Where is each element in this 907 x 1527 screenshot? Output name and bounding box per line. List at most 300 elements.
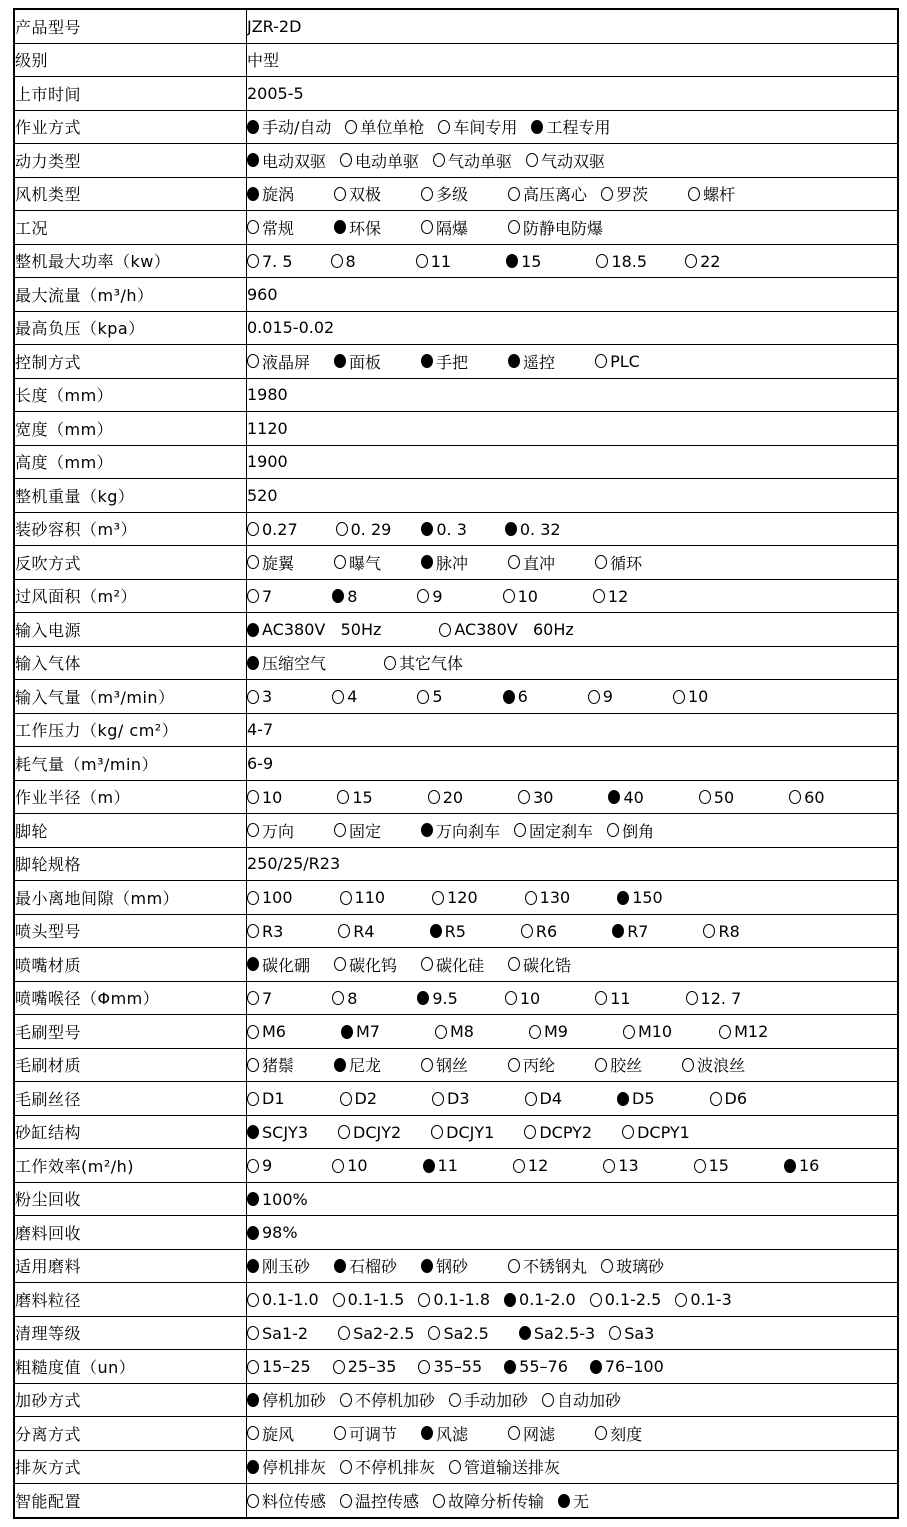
- radio-unselected-icon: [595, 555, 607, 569]
- option-label: 0.27: [262, 519, 298, 539]
- radio-option: [428, 788, 463, 807]
- option-label: 手把: [436, 352, 469, 372]
- spec-label: 级别: [14, 43, 247, 77]
- option-label: 10: [517, 586, 538, 606]
- option-label: 4: [347, 687, 358, 707]
- option-label: 30: [533, 787, 554, 807]
- radio-option: [526, 149, 605, 172]
- spec-value-cell: [247, 814, 899, 848]
- radio-unselected-icon: [789, 790, 801, 804]
- spec-value: 1980: [247, 385, 288, 405]
- radio-option: [421, 1053, 468, 1076]
- spec-value: 250/25/R23: [247, 854, 341, 874]
- spec-row: [14, 77, 898, 111]
- option-label: Sa2-2.5: [353, 1323, 415, 1343]
- radio-option: [595, 1053, 642, 1076]
- radio-unselected-icon: [384, 656, 396, 670]
- radio-option: [340, 1089, 378, 1108]
- radio-option: [247, 1190, 308, 1209]
- spec-value-cell: [247, 680, 899, 714]
- radio-selected-icon: [617, 891, 629, 905]
- radio-unselected-icon: [334, 1426, 346, 1440]
- option-label: R4: [353, 921, 375, 941]
- radio-option: [247, 1223, 298, 1242]
- option-label: 6: [517, 687, 528, 707]
- radio-option: [247, 1357, 311, 1376]
- spec-value: 520: [247, 485, 278, 505]
- radio-option: [333, 1357, 397, 1376]
- radio-unselected-icon: [524, 1125, 536, 1139]
- option-label: 万向: [262, 821, 295, 841]
- radio-option: [433, 149, 512, 172]
- radio-option: [682, 1053, 745, 1076]
- option-label: D6: [724, 1089, 747, 1109]
- spec-value: 2005-5: [247, 83, 304, 103]
- radio-selected-icon: [247, 1226, 259, 1240]
- radio-unselected-icon: [337, 790, 349, 804]
- radio-unselected-icon: [428, 1326, 440, 1340]
- radio-option: [612, 922, 648, 941]
- radio-unselected-icon: [336, 522, 348, 536]
- radio-unselected-icon: [418, 1360, 430, 1374]
- option-label: 0.1-3: [690, 1290, 732, 1310]
- radio-unselected-icon: [247, 589, 259, 603]
- radio-unselected-icon: [247, 254, 259, 268]
- radio-option: [432, 1089, 470, 1108]
- spec-row: [14, 9, 898, 43]
- radio-unselected-icon: [338, 1326, 350, 1340]
- option-label: SCJY3: [262, 1122, 308, 1142]
- radio-selected-icon: [247, 656, 259, 670]
- option-label: Sa3: [624, 1323, 655, 1343]
- spec-value-cell: [247, 1450, 899, 1484]
- spec-row: [14, 1316, 898, 1350]
- radio-selected-icon: [247, 187, 259, 201]
- radio-unselected-icon: [428, 790, 440, 804]
- radio-unselected-icon: [439, 623, 451, 637]
- radio-unselected-icon: [431, 1125, 443, 1139]
- radio-option: [431, 1123, 494, 1142]
- radio-option: [423, 1156, 458, 1175]
- spec-value-cell: [247, 1316, 899, 1350]
- radio-option: [694, 1156, 729, 1175]
- radio-unselected-icon: [340, 1092, 352, 1106]
- spec-value-cell: [247, 278, 899, 312]
- option-label: 100: [262, 888, 293, 908]
- radio-option: [247, 1290, 319, 1309]
- radio-unselected-icon: [526, 153, 538, 167]
- radio-unselected-icon: [688, 187, 700, 201]
- radio-selected-icon: [506, 254, 518, 268]
- spec-label: 产品型号: [14, 9, 247, 43]
- option-label: 丙纶: [523, 1056, 556, 1076]
- spec-row: [14, 1417, 898, 1451]
- spec-value-cell: [247, 613, 899, 647]
- radio-unselected-icon: [432, 1092, 444, 1106]
- spec-row: [14, 1015, 898, 1049]
- radio-unselected-icon: [247, 1426, 259, 1440]
- option-label: 10: [347, 1156, 368, 1176]
- radio-option: [247, 788, 282, 807]
- spec-value-cell: [247, 881, 899, 915]
- radio-option: [504, 1290, 576, 1309]
- spec-label: 整机重量（kg）: [14, 479, 247, 513]
- option-label: 单位单枪: [360, 118, 425, 138]
- option-label: AC380V 60Hz: [454, 620, 574, 640]
- radio-selected-icon: [247, 1125, 259, 1139]
- option-label: 旋风: [262, 1424, 295, 1444]
- radio-unselected-icon: [421, 957, 433, 971]
- radio-unselected-icon: [682, 1058, 694, 1072]
- spec-value-cell: [247, 345, 899, 379]
- spec-label: 宽度（mm）: [14, 412, 247, 446]
- spec-label: 磨料粒径: [14, 1283, 247, 1317]
- spec-label: 动力类型: [14, 144, 247, 178]
- radio-option: [334, 819, 381, 842]
- option-label: 10: [687, 687, 709, 707]
- option-label: 60: [804, 787, 825, 807]
- radio-option: [622, 1123, 690, 1142]
- option-label: 18.5: [611, 251, 648, 271]
- option-label: 固定刹车: [529, 821, 594, 841]
- option-label: 钢丝: [436, 1056, 469, 1076]
- radio-option: [421, 182, 468, 205]
- radio-option: [334, 182, 381, 205]
- spec-value: 4-7: [247, 720, 274, 740]
- radio-option: [595, 1422, 642, 1445]
- radio-unselected-icon: [247, 1494, 259, 1508]
- spec-value-cell: [247, 9, 899, 43]
- radio-unselected-icon: [421, 1058, 433, 1072]
- option-label: M8: [449, 1022, 474, 1042]
- option-label: 0.1-1.8: [433, 1290, 491, 1310]
- radio-option: [334, 1053, 381, 1076]
- radio-unselected-icon: [508, 957, 520, 971]
- radio-unselected-icon: [417, 589, 429, 603]
- spec-value: 960: [247, 284, 278, 304]
- option-label: 无: [573, 1492, 590, 1512]
- radio-option: [247, 182, 294, 205]
- spec-row: [14, 479, 898, 513]
- option-label: 不停机加砂: [355, 1391, 436, 1411]
- option-label: 碳化硅: [436, 955, 485, 975]
- radio-option: [590, 1290, 662, 1309]
- radio-option: [675, 1290, 731, 1309]
- radio-selected-icon: [247, 957, 259, 971]
- option-label: 遥控: [523, 352, 556, 372]
- radio-option: [417, 989, 457, 1008]
- radio-option: [421, 350, 468, 373]
- radio-unselected-icon: [719, 1025, 731, 1039]
- option-label: 电动单驱: [355, 151, 420, 171]
- spec-label: 风机类型: [14, 177, 247, 211]
- radio-unselected-icon: [601, 187, 613, 201]
- spec-label: 工况: [14, 211, 247, 245]
- option-label: 15–25: [262, 1357, 311, 1377]
- spec-row: [14, 646, 898, 680]
- radio-option: [433, 1489, 544, 1512]
- radio-unselected-icon: [340, 1494, 352, 1508]
- radio-option: [525, 1089, 563, 1108]
- radio-option: [332, 687, 357, 706]
- spec-label: 耗气量（m³/min）: [14, 747, 247, 781]
- radio-selected-icon: [531, 120, 543, 134]
- spec-label: 脚轮规格: [14, 847, 247, 881]
- option-label: 万向刹车: [436, 821, 501, 841]
- radio-unselected-icon: [333, 1293, 345, 1307]
- option-label: DCPY1: [637, 1122, 690, 1142]
- option-label: DCJY2: [353, 1122, 402, 1142]
- option-label: D2: [354, 1089, 377, 1109]
- option-label: 0. 29: [350, 519, 392, 539]
- option-label: D1: [262, 1089, 285, 1109]
- spec-label: 控制方式: [14, 345, 247, 379]
- radio-unselected-icon: [421, 220, 433, 234]
- spec-row: [14, 613, 898, 647]
- option-label: 环保: [349, 218, 382, 238]
- radio-option: [508, 1254, 587, 1277]
- option-label: 温控传感: [355, 1492, 420, 1512]
- radio-selected-icon: [334, 220, 346, 234]
- radio-option: [558, 1489, 589, 1512]
- spec-row: [14, 579, 898, 613]
- radio-unselected-icon: [607, 823, 619, 837]
- spec-table: [13, 8, 899, 1519]
- radio-option: [247, 1053, 294, 1076]
- radio-option: [247, 888, 293, 907]
- spec-value-cell: [247, 1048, 899, 1082]
- radio-unselected-icon: [338, 924, 350, 938]
- option-label: M6: [262, 1022, 286, 1042]
- spec-value-cell: [247, 981, 899, 1015]
- radio-unselected-icon: [432, 891, 444, 905]
- option-label: 5: [432, 687, 443, 707]
- option-label: 120: [447, 888, 478, 908]
- option-label: 12: [527, 1156, 549, 1176]
- radio-option: [247, 1422, 294, 1445]
- spec-row: [14, 43, 898, 77]
- spec-row: [14, 278, 898, 312]
- radio-option: [505, 520, 561, 539]
- radio-option: [247, 551, 294, 574]
- option-label: 停机排灰: [262, 1458, 327, 1478]
- radio-option: [417, 687, 442, 706]
- radio-selected-icon: [247, 1460, 259, 1474]
- radio-option: [699, 788, 734, 807]
- spec-label: 毛刷材质: [14, 1048, 247, 1082]
- spec-value-cell: [247, 1283, 899, 1317]
- radio-option: [524, 1123, 592, 1142]
- radio-option: [595, 551, 642, 574]
- option-label: 130: [539, 888, 571, 908]
- radio-unselected-icon: [247, 1360, 259, 1374]
- spec-value-cell: [247, 177, 899, 211]
- spec-label: 整机最大功率（kw）: [14, 244, 247, 278]
- radio-option: [531, 115, 610, 138]
- radio-unselected-icon: [247, 1092, 259, 1106]
- spec-value-cell: [247, 747, 899, 781]
- option-label: 不锈钢丸: [523, 1257, 588, 1277]
- spec-value-cell: [247, 847, 899, 881]
- radio-option: [247, 1156, 272, 1175]
- radio-selected-icon: [617, 1092, 629, 1106]
- radio-unselected-icon: [601, 1259, 613, 1273]
- option-label: 0.1-1.5: [347, 1290, 405, 1310]
- radio-option: [623, 1022, 672, 1041]
- option-label: 碳化硼: [262, 955, 311, 975]
- radio-option: [337, 788, 372, 807]
- option-label: 150: [632, 888, 663, 908]
- option-label: R7: [627, 921, 649, 941]
- radio-option: [421, 520, 467, 539]
- spec-value-cell: [247, 1082, 899, 1116]
- radio-unselected-icon: [433, 153, 445, 167]
- radio-option: [504, 1357, 568, 1376]
- radio-option: [421, 551, 468, 574]
- radio-option: [338, 1123, 401, 1142]
- radio-option: [603, 1156, 638, 1175]
- spec-value-cell: [247, 579, 899, 613]
- spec-value-cell: [247, 713, 899, 747]
- radio-unselected-icon: [694, 1159, 706, 1173]
- option-label: 20: [442, 787, 464, 807]
- radio-selected-icon: [421, 354, 433, 368]
- option-label: 3: [262, 687, 273, 707]
- spec-row: [14, 1216, 898, 1250]
- option-label: 停机加砂: [262, 1391, 327, 1411]
- radio-option: [332, 1156, 367, 1175]
- spec-row: [14, 1115, 898, 1149]
- radio-selected-icon: [341, 1025, 353, 1039]
- radio-unselected-icon: [334, 823, 346, 837]
- spec-label: 输入电源: [14, 613, 247, 647]
- radio-selected-icon: [247, 1259, 259, 1273]
- radio-option: [247, 1254, 310, 1277]
- spec-row: [14, 1082, 898, 1116]
- radio-unselected-icon: [247, 1159, 259, 1173]
- radio-unselected-icon: [333, 1360, 345, 1374]
- radio-selected-icon: [247, 1192, 259, 1206]
- radio-selected-icon: [430, 924, 442, 938]
- radio-option: [686, 989, 742, 1008]
- option-label: 11: [610, 988, 631, 1008]
- radio-option: [247, 252, 293, 271]
- radio-option: [508, 216, 603, 239]
- spec-label: 分离方式: [14, 1417, 247, 1451]
- radio-unselected-icon: [449, 1393, 461, 1407]
- option-label: 7: [262, 988, 273, 1008]
- option-label: 11: [430, 251, 452, 271]
- radio-option: [341, 1022, 380, 1041]
- radio-option: [529, 1022, 568, 1041]
- radio-unselected-icon: [542, 1393, 554, 1407]
- radio-unselected-icon: [518, 790, 530, 804]
- radio-option: [703, 922, 739, 941]
- spec-label: 磨料回收: [14, 1216, 247, 1250]
- spec-row: [14, 1048, 898, 1082]
- radio-unselected-icon: [435, 1025, 447, 1039]
- radio-option: [430, 922, 466, 941]
- option-label: 98%: [262, 1223, 298, 1243]
- option-label: 风滤: [436, 1424, 469, 1444]
- radio-unselected-icon: [247, 690, 259, 704]
- spec-row: [14, 110, 898, 144]
- spec-row: [14, 914, 898, 948]
- option-label: 液晶屏: [262, 352, 311, 372]
- spec-value-cell: [247, 948, 899, 982]
- radio-unselected-icon: [338, 1125, 350, 1139]
- spec-value-cell: [247, 1115, 899, 1149]
- radio-selected-icon: [421, 1426, 433, 1440]
- spec-value: JZR-2D: [247, 16, 302, 36]
- radio-option: [601, 182, 648, 205]
- spec-row: [14, 1249, 898, 1283]
- radio-unselected-icon: [247, 354, 259, 368]
- radio-option: [338, 1324, 414, 1343]
- radio-unselected-icon: [595, 1426, 607, 1440]
- option-label: 钢砂: [436, 1257, 469, 1277]
- spec-value-cell: [247, 512, 899, 546]
- radio-unselected-icon: [508, 220, 520, 234]
- radio-unselected-icon: [622, 1125, 634, 1139]
- option-label: 110: [354, 888, 386, 908]
- radio-selected-icon: [247, 120, 259, 134]
- option-label: 网滤: [523, 1424, 556, 1444]
- radio-option: [247, 149, 326, 172]
- spec-value-cell: [247, 1149, 899, 1183]
- radio-option: [449, 1388, 528, 1411]
- spec-label: 作业方式: [14, 110, 247, 144]
- option-label: Sa1-2: [262, 1323, 309, 1343]
- spec-value-cell: [247, 780, 899, 814]
- radio-unselected-icon: [247, 1025, 259, 1039]
- option-label: 0.1-2.0: [519, 1290, 576, 1310]
- radio-option: [421, 1422, 468, 1445]
- radio-option: [247, 520, 298, 539]
- option-label: 9: [262, 1156, 273, 1176]
- option-label: PLC: [610, 351, 640, 371]
- radio-option: [519, 1324, 595, 1343]
- radio-option: [508, 551, 555, 574]
- radio-option: [340, 1489, 419, 1512]
- radio-option: [247, 1123, 308, 1142]
- radio-unselected-icon: [247, 1326, 259, 1340]
- spec-value: 1900: [247, 452, 288, 472]
- spec-value-cell: [247, 1417, 899, 1451]
- option-label: 15: [352, 787, 373, 807]
- radio-option: [247, 1324, 308, 1343]
- radio-unselected-icon: [334, 555, 346, 569]
- radio-unselected-icon: [345, 120, 357, 134]
- radio-selected-icon: [558, 1494, 570, 1508]
- option-label: 自动加砂: [557, 1391, 622, 1411]
- spec-label: 加砂方式: [14, 1383, 247, 1417]
- radio-selected-icon: [423, 1159, 435, 1173]
- option-label: 7: [262, 586, 273, 606]
- radio-unselected-icon: [503, 589, 515, 603]
- option-label: 循环: [610, 553, 643, 573]
- spec-row: [14, 680, 898, 714]
- radio-selected-icon: [519, 1326, 531, 1340]
- option-label: 车间专用: [453, 118, 518, 138]
- option-label: 13: [618, 1156, 639, 1176]
- radio-selected-icon: [504, 1360, 516, 1374]
- radio-option: [421, 953, 484, 976]
- option-label: M10: [637, 1022, 673, 1042]
- radio-unselected-icon: [416, 254, 428, 268]
- radio-unselected-icon: [433, 1494, 445, 1508]
- spec-row: [14, 345, 898, 379]
